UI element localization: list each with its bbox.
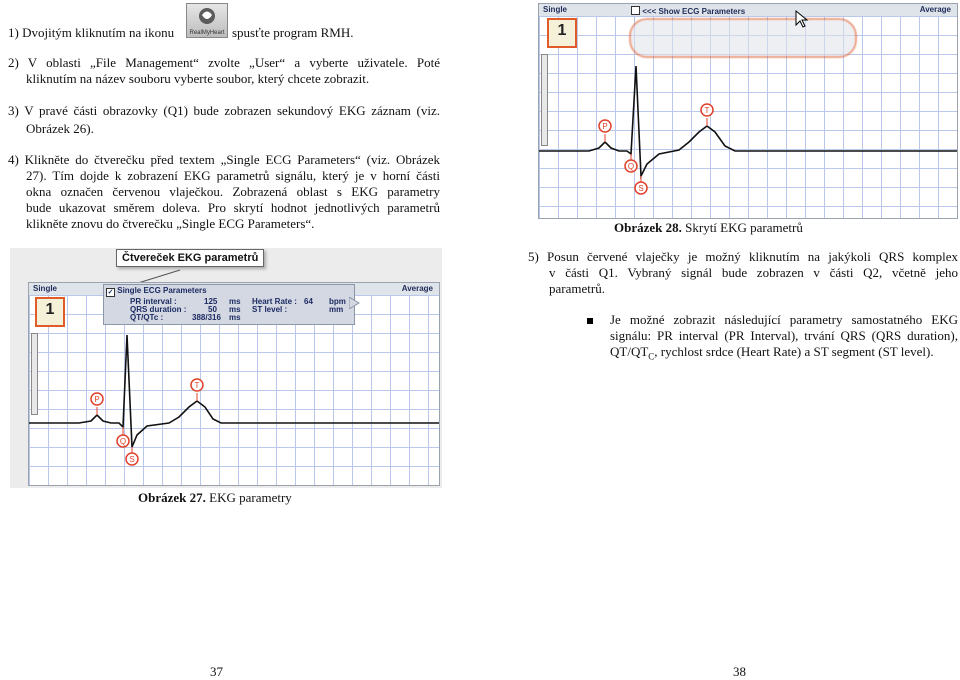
callout-label: Čtvereček EKG parametrů — [116, 249, 264, 267]
param-st-label: ST level : — [252, 305, 288, 314]
step-2-line-1: 2) V oblasti „File Management“ zvolte „User“ a vyberte uživatele. Poté — [8, 55, 440, 70]
marker-t-28-label: T — [704, 106, 710, 115]
marker-s[interactable] — [126, 447, 138, 465]
step-3-line-1: 3) V pravé části obrazovky (Q1) bude zobrazen sekundový EKG záznam (viz. — [8, 103, 440, 118]
show-params-row — [631, 6, 745, 16]
ecg-panel-fig28 — [538, 3, 958, 219]
parameters-checkbox[interactable]: ✓ — [107, 289, 114, 296]
marker-q-28[interactable] — [625, 154, 637, 172]
marker-s-28[interactable] — [635, 176, 647, 194]
param-st-unit: mm — [329, 305, 344, 314]
bullet-line-1: Je možné zobrazit následující parametry samostatného EKG — [610, 312, 958, 327]
step-5-line-1: 5) Posun červené vlaječky je možný kliknutím na jakýkoli QRS komplex — [528, 249, 958, 264]
marker-p-label: P — [94, 395, 100, 404]
marker-p[interactable] — [91, 393, 103, 415]
param-pr-unit: ms — [229, 297, 241, 306]
step-4-line-3: okna označen červenou vlaječkou. Zobrazená oblast s EKG parametry — [26, 184, 440, 199]
bullet-line-3-sub: C — [648, 351, 655, 362]
bullet-paragraph — [610, 312, 958, 365]
bullet-line-3-b: , rychlost srdce (Heart Rate) a ST segment (ST level). — [654, 344, 934, 359]
param-qt-unit: ms — [229, 313, 241, 322]
bullet-line-3 — [610, 344, 958, 365]
step-2-line-2: kliknutím na název souboru vyberte soubor, který chcete zobrazit. — [26, 71, 370, 86]
marker-s-label: S — [129, 455, 135, 464]
bullet-line-3-a: QT/QT — [610, 344, 649, 359]
marker-s-28-label: S — [638, 184, 644, 193]
step-4-line-2: 27). Tím dojde k zobrazení EKG parametrů signálu, který je v horní části — [26, 168, 440, 183]
caption-28-bold: Obrázek 28. — [614, 220, 682, 235]
step-5 — [528, 249, 958, 297]
marker-t[interactable] — [191, 379, 203, 401]
caption-27-text: EKG parametry — [205, 490, 292, 505]
heart-logo-graphic — [187, 4, 227, 28]
caption-figure-28 — [614, 220, 803, 236]
param-qt-value: 388/316 — [192, 313, 221, 322]
header-average-28: Average — [919, 5, 951, 14]
step-5-line-2: v části Q1. Vybraný signál bude zobrazen v části Q2, včetně jeho — [549, 265, 958, 280]
step-1 — [8, 25, 174, 41]
marker-q-label: Q — [119, 437, 127, 446]
header-single-28: Single — [543, 5, 568, 14]
realmyheart-logo-icon[interactable] — [186, 3, 228, 38]
page-number-right: 38 — [733, 664, 746, 679]
logo-caption: RealMyHeart — [189, 30, 225, 36]
step-2 — [8, 55, 440, 87]
param-hr-unit: bpm — [329, 297, 346, 306]
panel-header-28 — [539, 4, 957, 16]
ecg-panel-fig27 — [28, 282, 440, 486]
step-1-after: spusťte program RMH. — [232, 25, 354, 40]
param-qt-label: QT/QTc : — [130, 313, 164, 322]
marker-t-28[interactable] — [701, 104, 713, 126]
param-hr-value: 64 — [304, 297, 313, 306]
step-5-line-3: parametrů. — [549, 281, 605, 296]
step-4-line-4: bude ukazovat směrem doleva. Pro skrytí hodnot jednotlivých parametrů — [26, 200, 440, 215]
param-pr-label: PR interval : — [130, 297, 177, 306]
marker-q[interactable] — [117, 427, 129, 447]
param-qrs-unit: ms — [229, 305, 241, 314]
page-number-left: 37 — [210, 664, 223, 679]
ecg-trace-fig28 — [539, 16, 957, 218]
step-3 — [8, 103, 440, 137]
step-4 — [8, 152, 440, 232]
param-qrs-value: 50 — [208, 305, 217, 314]
param-pr-value: 125 — [204, 297, 218, 306]
header-single: Single — [33, 284, 58, 293]
caption-28-text: Skrytí EKG parametrů — [681, 220, 803, 235]
figure-27 — [10, 248, 442, 488]
step-4-line-5: klikněte znovu do čtverečku „Single ECG Parameters“. — [26, 216, 315, 231]
marker-q-28-label: Q — [627, 162, 635, 171]
lead-number-28: 1 — [557, 22, 567, 39]
show-params-label: <<< Show ECG Parameters — [642, 7, 746, 16]
param-hr-label: Heart Rate : — [252, 297, 297, 306]
marker-t-label: T — [194, 381, 200, 390]
show-params-checkbox[interactable] — [631, 6, 640, 15]
marker-p-28-label: P — [602, 122, 608, 131]
marker-p-28[interactable] — [599, 120, 611, 142]
parameters-checkbox-label: Single ECG Parameters — [117, 286, 207, 295]
bullet-square-icon — [587, 318, 593, 324]
ecg-trace-fig27 — [29, 295, 439, 485]
step-1-text-before: 1) Dvojitým kliknutím na ikonu — [8, 25, 175, 40]
bullet-line-2: signálu: PR interval (PR Interval), trvání QRS (QRS duration), — [610, 328, 958, 343]
step-4-line-1: 4) Klikněte do čtverečku před textem „Single ECG Parameters“ (viz. Obrázek — [8, 152, 440, 167]
lead-number: 1 — [45, 301, 55, 318]
header-average: Average — [401, 284, 433, 293]
caption-27-bold: Obrázek 27. — [138, 490, 206, 505]
step-3-line-2: Obrázek 26). — [26, 121, 94, 136]
caption-figure-27 — [138, 490, 292, 506]
param-qrs-label: QRS duration : — [130, 305, 187, 314]
